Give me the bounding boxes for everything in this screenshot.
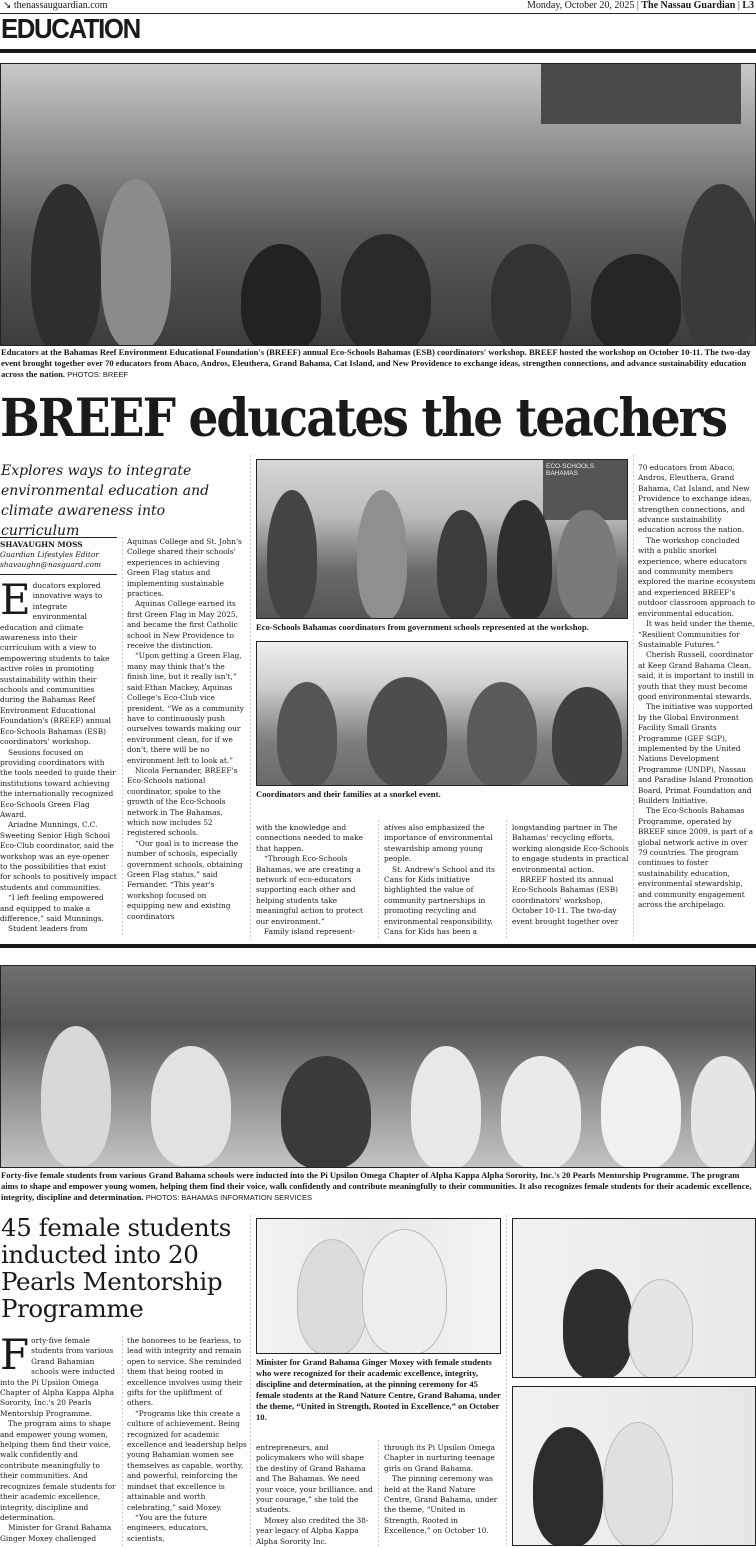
lead-photo-educators xyxy=(0,63,756,346)
column-divider xyxy=(378,1440,379,1546)
photo3-caption: Coordinators and their families at a snorkel event. xyxy=(256,789,441,799)
minister-photo-caption: Minister for Grand Bahama Ginger Moxey with female students who were recognized for their academic excellence, integrity, discipline and determination, at the pinning ceremony for 45 female students at the Rand Nature Centre, Grand Bahama, under the theme, “United in Strength, Rooted in Excellence,” on October 10. xyxy=(256,1357,501,1422)
author-role: Guardian Lifestyles Editor xyxy=(0,550,99,559)
dateline: Monday, October 20, 2025 | The Nassau Guardian | L3 xyxy=(526,0,754,11)
section-rule xyxy=(0,49,756,53)
arrow-icon: ↘ xyxy=(3,0,14,11)
photo-credit: PHOTOS: BAHAMAS INFORMATION SERVICES xyxy=(145,1193,312,1202)
column-divider xyxy=(122,1336,123,1546)
photo-credit: PHOTOS: BREEF xyxy=(67,370,128,379)
photo-student-blazer xyxy=(512,1218,756,1378)
eco-schools-sign: ECO-SCHOOLS BAHAMAS xyxy=(543,460,628,520)
photo2-caption: Eco-Schools Bahamas coordinators from government schools represented at the workshop. xyxy=(256,622,589,632)
column-divider xyxy=(250,455,251,940)
body-column-4: atives also emphasized the importance of environmental stewardship among young people. St. Andrew's School and its Cans for Kids initiative highlighted the value of community partnerships in promoting recycling and environmental responsibility. Cans for Kids has been a xyxy=(384,823,495,937)
column-divider xyxy=(378,820,379,938)
photo-student-pinning xyxy=(512,1386,756,1546)
pearls-column-4: through its Pi Upsilon Omega Chapter in nurturing teenage girls on Grand Bahama. The pinning ceremony was held at the Rand Nature Centre, Grand Bahama, under the theme, “United in Strength, Rooted in Excellence,” on October 10. xyxy=(384,1443,498,1536)
headline-pearls: 45 female students inducted into 20 Pearls Mentorship Programme xyxy=(1,1213,231,1323)
column-divider xyxy=(506,1215,507,1545)
page-number: L3 xyxy=(742,0,754,11)
eco-schools-banner xyxy=(541,64,741,124)
column-divider xyxy=(506,820,507,938)
pearls-column-3: entrepreneurs, and policymakers who will shape the destiny of Grand Bahama and The Bahamas. We need your voice, your brilliance, and your courage,” she told the students. Moxey also credited the 38-year legacy of Alpha Kappa Alpha Sorority Inc. xyxy=(256,1443,373,1546)
story-divider-rule xyxy=(0,944,756,948)
author-email[interactable]: shavaughn@nasguard.com xyxy=(0,560,102,569)
photo-snorkel-event xyxy=(256,641,628,786)
pearls-column-1: Forty-five female students from various Grand Bahamian schools were inducted into the Pi Upsilon Omega Chapter of Alpha Kappa Alpha Sorority, Inc.'s 20 Pearls Mentorship Programme. The program aims to shape and empower young women, helping them find their voice, walk confidently and contribute meaningfully to their communities. And recognizes female students for their academic excellence, integrity, discipline and determination. Minister for Grand Bahama Ginger Moxey challenged xyxy=(0,1330,116,1543)
paper-name: The Nassau Guardian xyxy=(641,0,736,11)
body-column-2: Aquinas College and St. John's College shared their schools' experiences in achieving Green Flag status and implementing sustainable practices. Aquinas College earned its first Green Flag in May 2025, and became the first Catholic school in New Providence to receive the distinction. “Upon getting a Green Flag, many may think that's the finish line, but it really isn't,” said Ethan Mackey, Aquinas College's Eco-Club vice president. “We as a community have to continuously push ourselves towards making our environment clean, for if we don't, there will be no environment left to look at.” Nicola Fernander, BREEF's Eco-Schools national coordinator, spoke to the growth of the Eco-Schools network in The Bahamas, which now includes 52 registered schools. “Our goal is to increase the number of schools, especially government schools, obtaining Green Flag status,” said Fernander. “This year's workshop focused on equipping new and existing coordinators xyxy=(127,537,244,921)
students-photo-caption: Forty-five female students from various Grand Bahama schools were inducted into the Pi Upsilon Omega Chapter of Alpha Kappa Alpha Sorority, Inc.'s 20 Pearls Mentorship Programme. The program aims to shape and empower young women, helping them find their voice, walk confidently and contribute meaningfully to their communities. It also recognizes female students for their academic excellence, integrity, discipline and determination. PHOTOS: BAHAMAS INFORMATION SERVICES xyxy=(1,1170,752,1202)
body-column-1: Educators explored innovative ways to integrate environmental education and climate awareness into their curriculum with a view to empowering students to take active roles in promoting sustainability within their schools and communities during the Bahamas Reef Environment Educational Foundation's (BREEF) annual Eco-Schools Bahamas (ESB) coordinators' workshop. Sessions focused on providing coordinators with the tools needed to guide their institutions toward achieving the internationally recognized Eco-Schools Green Flag Award. Ariadne Munnings, C.C. Sweeting Senior High School Eco-Club coordinator, said the workshop was an eye-opener to the possibilities that exist for schools to positively impact students and communities. “I left feeling empowered and equipped to make a difference,” said Munnings. Student leaders from xyxy=(0,575,117,934)
deck-breef: Explores ways to integrate environmental education and climate awareness into curriculum xyxy=(1,463,210,539)
masthead-bar xyxy=(0,0,756,12)
lead-photo-caption: Educators at the Bahamas Reef Environment Educational Foundation's (BREEF) annual Eco-Schools Bahamas (ESB) coordinators' workshop. BREEF hosted the workshop on October 10-11. The two-day event brought together over 70 educators from Abaco, Andros, Eleuthera, Grand Bahama, Cat Island, and New Providence to exchange ideas, strengthen connections, and advance sustainability education across the nation. PHOTOS: BREEF xyxy=(1,347,751,379)
drop-cap: E xyxy=(0,575,31,624)
author-name: SHAVAUGHN MOSS xyxy=(0,540,83,549)
drop-cap: F xyxy=(0,1330,30,1379)
pearls-column-2: the honorees to be fearless, to lead with integrity and remain open to service. She reminded them that being rooted in excellence involves using their gifts for the upliftment of others. “Programs like this create a culture of achievement. Being recognized for academic excellence and leadership helps young Bahamian women see themselves as capable, worthy, and powerful, reinforcing the mindset that excellence is attainable and worth celebrating,” said Moxey. “You are the future engineers, educators, scientists, xyxy=(127,1336,247,1543)
column-divider xyxy=(633,455,634,940)
body-column-6: 70 educators from Abaco, Andros, Eleuthera, Grand Bahama, Cat Island, and New Providence to exchange ideas, strengthen connections, and advance sustainability education across the nation. The workshop concluded with a public snorkel experience, where educators and community members explored the marine ecosystem and experienced BREEF's outdoor classroom approach to environmental education. It was held under the theme, “Resilient Communities for Sustainable Futures.” Cherish Russell, coordinator at Keep Grand Bahama Clean, said, it is important to instill in youth that they must become good environmental stewards. The initiative was supported by the Global Environment Facility Small Grants Programme (GEF SGP), implemented by the United Nations Development Programme (UNDP), Nassau and Paradise Island Promotion Board, Primat Foundation and Builders Initiative. The Eco-Schools Bahamas Programme, operated by BREEF since 2009, is part of a global network active in over 79 countries. The program continues to foster sustainability education, environmental stewardship, and community engagement across the archipelago. xyxy=(638,463,756,910)
photo-minister-student xyxy=(256,1218,501,1354)
byline xyxy=(0,537,117,575)
body-column-5: longstanding partner in The Bahamas' recycling efforts, working alongside Eco-Schools to engage students in practical environmental action. BREEF hosted its annual Eco-Schools Bahamas (ESB) coordinators' workshop, October 10-11. The two-day event brought together over xyxy=(512,823,629,926)
body-column-3: with the knowledge and connections needed to make that happen. “Through Eco-Schools Bahamas, we are creating a network of eco-educators supporting each other and helping students take meaningful action to protect our environment.” Family island represent- xyxy=(256,823,364,937)
site-url[interactable]: ↘ thenassauguardian.com xyxy=(3,0,108,11)
issue-date: Monday, October 20, 2025 xyxy=(526,0,635,11)
column-divider xyxy=(122,537,123,937)
photo-coordinators-government xyxy=(256,459,628,619)
section-title: EDUCATION xyxy=(1,13,140,44)
lead-photo-students xyxy=(0,965,756,1168)
headline-breef: BREEF educates the teachers xyxy=(0,388,726,449)
column-divider xyxy=(250,1215,251,1545)
